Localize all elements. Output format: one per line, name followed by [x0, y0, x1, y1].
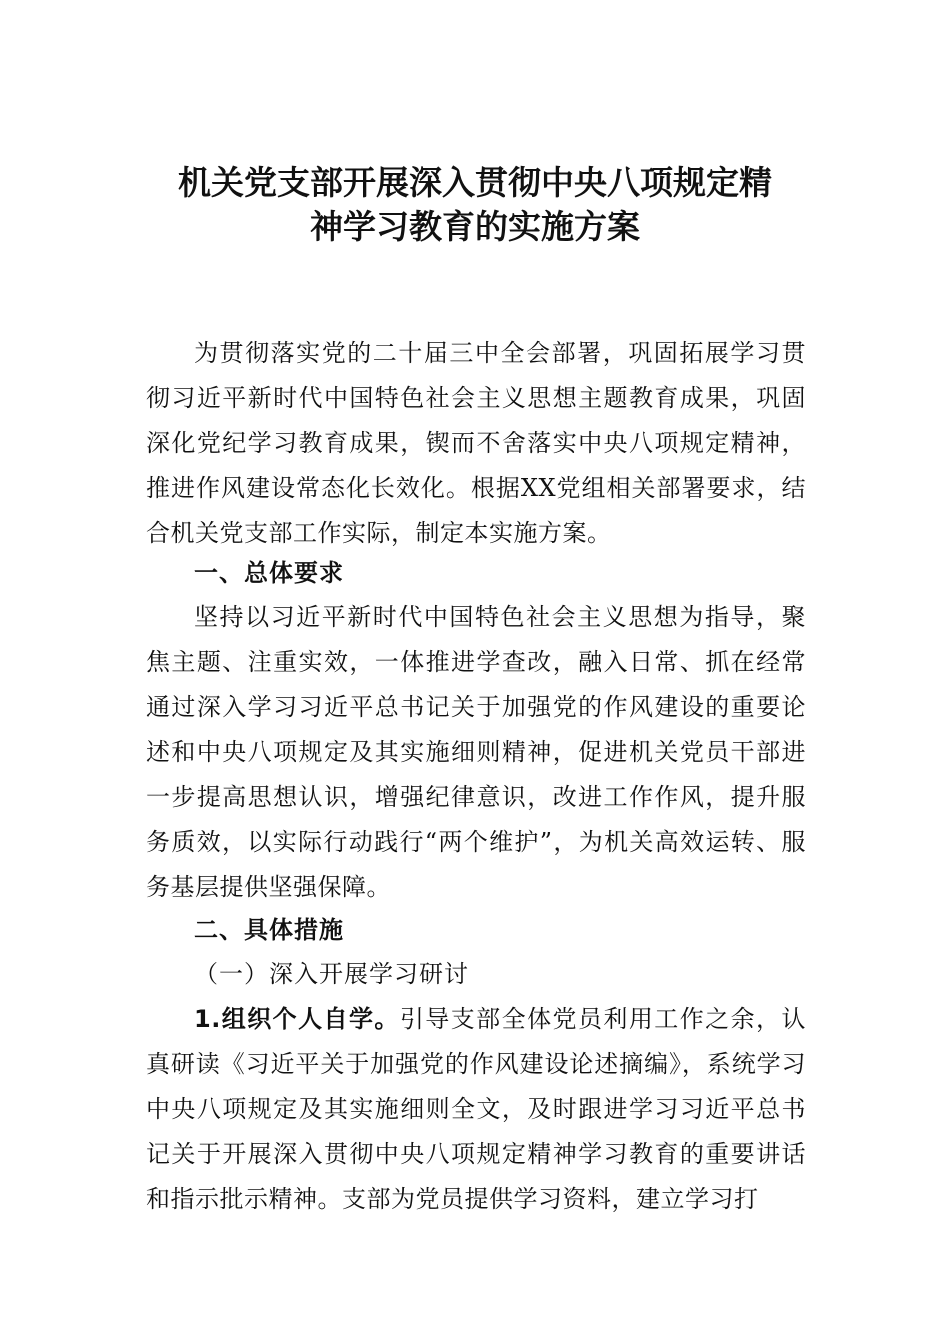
- section1-heading: 一、总体要求: [194, 559, 344, 587]
- item1-lead: 1.组织个人自学。: [194, 1005, 400, 1033]
- document-title-line2: 神学习教育的实施方案: [310, 207, 640, 246]
- intro-paragraph: 为贯彻落实党的二十届三中全会部署，巩固拓展学习贯彻习近平新时代中国特色社会主义思想主题教育成果，巩固深化党纪学习教育成果，锲而不舍落实中央八项规定精神，推进作风建设常态化长效化。根据XX党组相关部署要求，结合机关党支部工作实际，制定本实施方案。: [146, 339, 806, 547]
- subsection1-heading: （一）深入开展学习研讨: [194, 960, 469, 988]
- section2-heading: 二、具体措施: [194, 916, 344, 944]
- item1-body: 引导支部全体党员利用工作之余，认真研读《习近平关于加强党的作风建设论述摘编》，系统学习中央八项规定及其实施细则全文，及时跟进学习习近平总书记关于开展深入贯彻中央八项规定精神学习教育的重要讲话和指示批示精神。支部为党员提供学习资料，建立学习打: [146, 1005, 806, 1213]
- item1-paragraph: [146, 997, 806, 1222]
- document-title-line1: 机关党支部开展深入贯彻中央八项规定精: [178, 163, 772, 202]
- section1-paragraph: 坚持以习近平新时代中国特色社会主义思想为指导，聚焦主题、注重实效，一体推进学查改，融入日常、抓在经常通过深入学习习近平总书记关于加强党的作风建设的重要论述和中央八项规定及其实施细则精神，促进机关党员干部进一步提高思想认识，增强纪律意识，改进工作作风，提升服务质效，以实际行动践行“两个维护”，为机关高效运转、服务基层提供坚强保障。: [146, 603, 806, 901]
